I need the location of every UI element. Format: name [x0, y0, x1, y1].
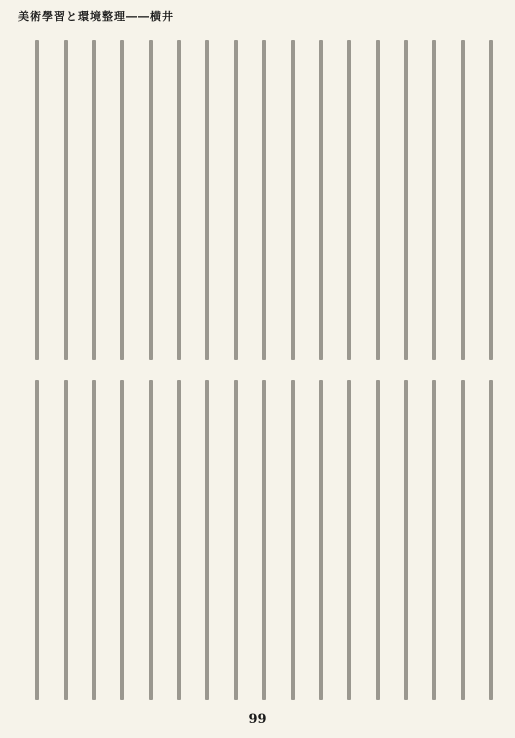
text-column-placeholder	[144, 380, 158, 700]
text-column-placeholder	[427, 380, 441, 700]
text-column-placeholder	[314, 40, 328, 360]
text-column-placeholder	[172, 380, 186, 700]
text-column-placeholder	[200, 40, 214, 360]
text-column-placeholder	[229, 40, 243, 360]
body-text-lower-tier	[16, 380, 498, 700]
text-column-placeholder	[399, 380, 413, 700]
text-column-placeholder	[257, 380, 271, 700]
text-column-placeholder	[371, 380, 385, 700]
text-column-placeholder	[456, 380, 470, 700]
text-column-placeholder	[286, 40, 300, 360]
text-column-placeholder	[427, 40, 441, 360]
text-column-placeholder	[30, 380, 44, 700]
text-column-placeholder	[115, 380, 129, 700]
text-column-placeholder	[144, 40, 158, 360]
text-column-placeholder	[87, 380, 101, 700]
text-column-placeholder	[30, 40, 44, 360]
text-column-placeholder	[484, 40, 498, 360]
running-head: 美術學習と環境整理――横井	[18, 10, 174, 23]
text-column-placeholder	[342, 40, 356, 360]
text-column-placeholder	[87, 40, 101, 360]
text-column-placeholder	[59, 380, 73, 700]
text-column-placeholder	[115, 40, 129, 360]
text-column-placeholder	[59, 40, 73, 360]
text-column-placeholder	[484, 380, 498, 700]
text-column-placeholder	[200, 380, 214, 700]
text-column-placeholder	[286, 380, 300, 700]
body-text-upper-tier	[16, 40, 498, 360]
text-column-placeholder	[399, 40, 413, 360]
text-column-placeholder	[257, 40, 271, 360]
text-column-placeholder	[229, 380, 243, 700]
text-column-placeholder	[314, 380, 328, 700]
text-column-placeholder	[371, 40, 385, 360]
page-number: 99	[248, 712, 267, 727]
text-column-placeholder	[342, 380, 356, 700]
text-column-placeholder	[456, 40, 470, 360]
text-column-placeholder	[172, 40, 186, 360]
